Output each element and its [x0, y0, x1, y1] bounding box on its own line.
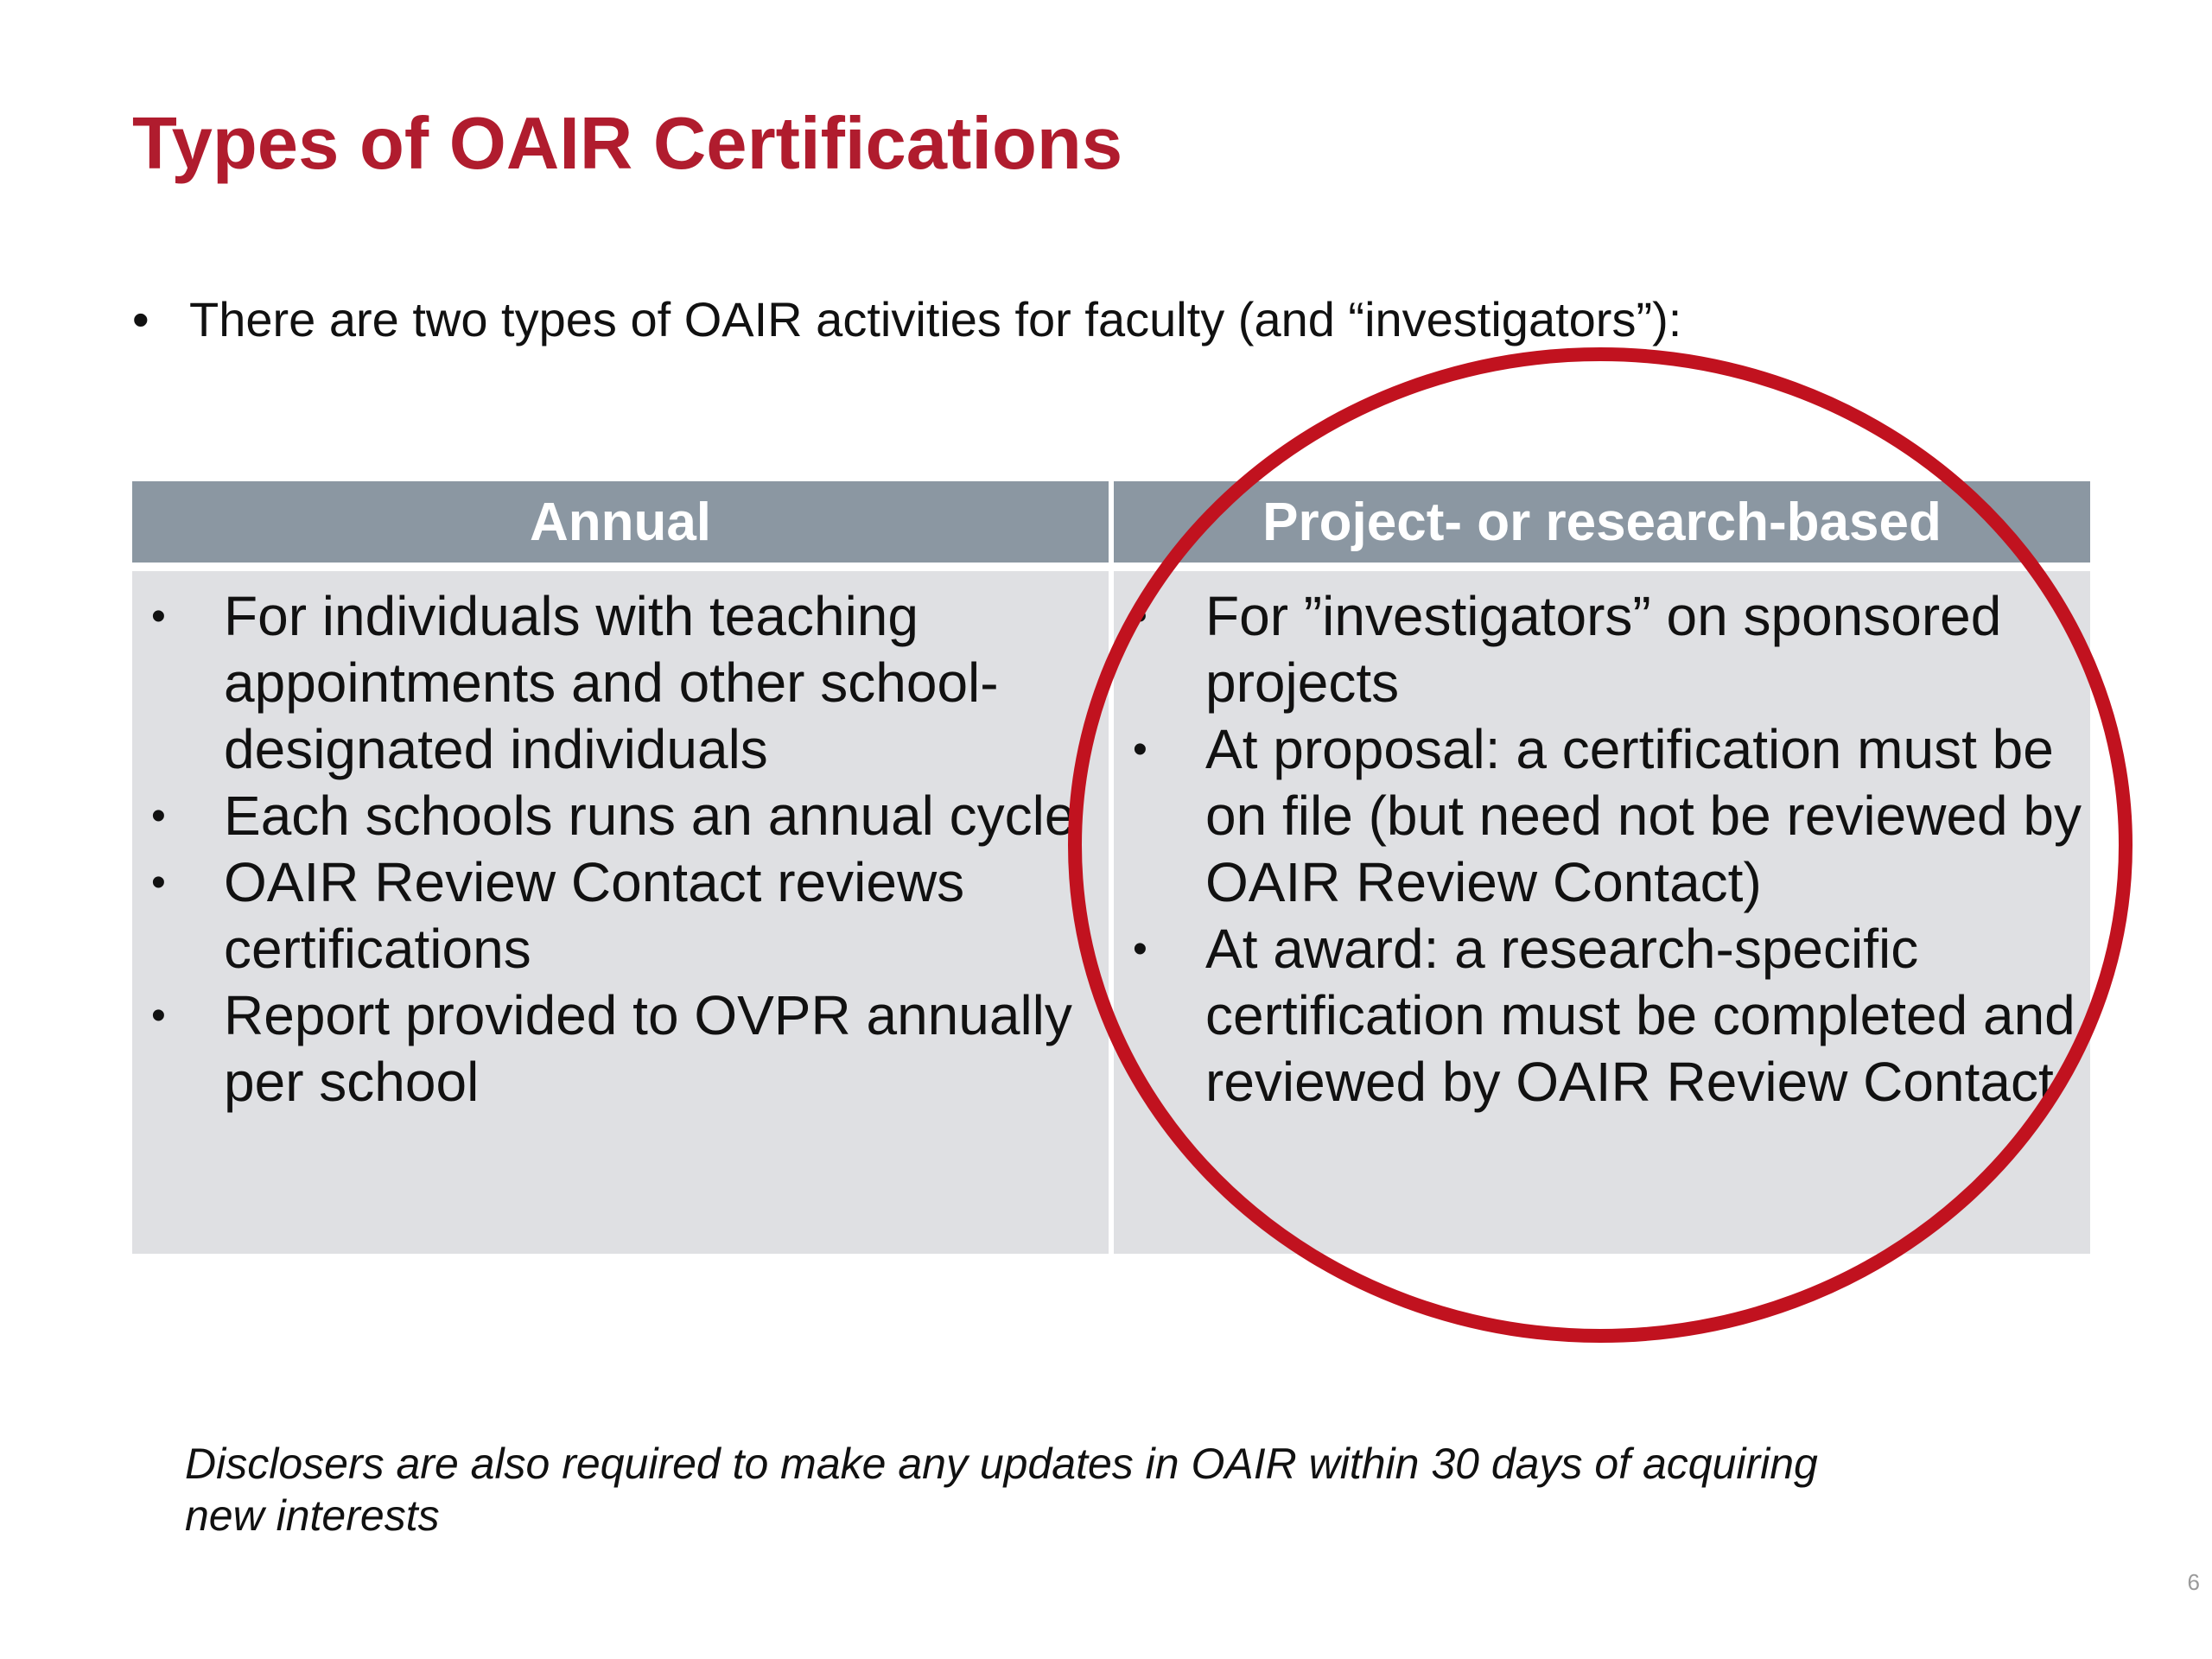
bullet-marker: •: [1133, 727, 1147, 772]
header-project-based: Project- or research-based: [1114, 481, 2090, 563]
footnote: Disclosers are also required to make any updates in OAIR within 30 days of acquiring new interests: [185, 1440, 1818, 1540]
list-item-text: Each schools runs an annual cycle: [224, 785, 1076, 847]
list-item: [1114, 716, 2090, 916]
bullet-marker: •: [151, 793, 166, 839]
list-item-text: At proposal: a certification must be on file (but need not be reviewed by OAIR Review Contact): [1205, 718, 2082, 913]
list-item-text: For ”investigators” on sponsored projects: [1205, 585, 2002, 714]
list-item: [132, 583, 1109, 783]
list-item: [132, 849, 1109, 982]
list-item-text: Report provided to OVPR annually per school: [224, 984, 1072, 1113]
bullet-marker: •: [1133, 926, 1147, 972]
project-based-bullet-list: [1114, 583, 2090, 1116]
annual-column: [132, 571, 1109, 1254]
bullet-marker: •: [1133, 594, 1147, 639]
list-item: [1114, 916, 2090, 1116]
list-item-text: For individuals with teaching appointments and other school-designated individuals: [224, 585, 999, 780]
bullet-marker: •: [151, 594, 166, 639]
annual-bullet-list: [132, 583, 1109, 1116]
list-item: [132, 982, 1109, 1116]
bullet-marker: •: [132, 292, 149, 346]
bullet-marker: •: [151, 993, 166, 1039]
intro-text: There are two types of OAIR activities for faculty (and “investigators”):: [189, 292, 1682, 346]
list-item-text: OAIR Review Contact reviews certifications: [224, 851, 965, 980]
certification-types-table: [132, 481, 2090, 1254]
intro-bullet: [132, 290, 1681, 348]
list-item: [1114, 583, 2090, 716]
list-item-text: At award: a research-specific certification must be completed and reviewed by OAIR Review Contact: [1205, 918, 2075, 1113]
list-item: [132, 783, 1109, 849]
slide-title: Types of OAIR Certifications: [132, 103, 1123, 185]
header-annual: Annual: [132, 481, 1109, 563]
bullet-marker: •: [151, 860, 166, 906]
project-based-column: [1114, 571, 2090, 1254]
page-number: 6: [2187, 1569, 2200, 1595]
